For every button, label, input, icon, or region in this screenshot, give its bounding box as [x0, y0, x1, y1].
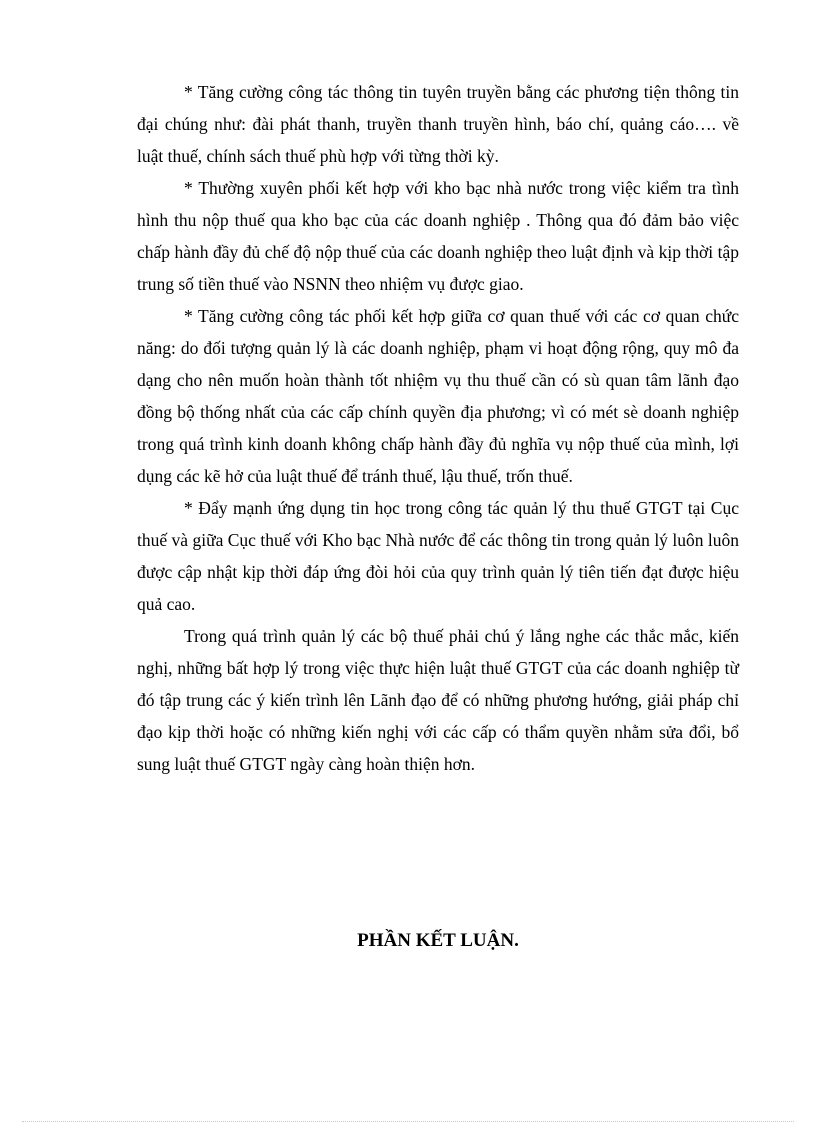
paragraph-agency-coordination: * Tăng cường công tác phối kết hợp giữa cơ quan thuế với các cơ quan chức năng: do đối tượng quản lý là các doanh nghiệp, phạm vi hoạt động rộng, quy mô đa dạng cho nên muốn hoàn thành tốt nhiệm vụ thu thuế cần có sù quan tâm lãnh đạo đồng bộ thống nhất của các cấp chính quyền địa phương; vì có mét sè doanh nghiệp trong quá trình kinh doanh không chấp hành đầy đủ nghĩa vụ nộp thuế của mình, lợi dụng các kẽ hở của luật thuế để tránh thuế, lậu thuế, trốn thuế.: [137, 306, 739, 486]
paragraph-feedback-handling: Trong quá trình quản lý các bộ thuế phải chú ý lắng nghe các thắc mắc, kiến nghị, những bất hợp lý trong việc thực hiện luật thuế GTGT của các doanh nghiệp từ đó tập trung các ý kiến trình lên Lãnh đạo để có những phương hướng, giải pháp chỉ đạo kịp thời hoặc có những kiến nghị với các cấp có thẩm quyền nhằm sửa đổi, bổ sung luật thuế GTGT ngày càng hoàn thiện hơn.: [137, 626, 739, 774]
document-body: [137, 76, 739, 780]
page-bottom-divider: [22, 1121, 794, 1122]
paragraph-information-propaganda: * Tăng cường công tác thông tin tuyên truyền bằng các phương tiện thông tin đại chúng như: đài phát thanh, truyền thanh truyền hình, báo chí, quảng cáo…. về luật thuế, chính sách thuế phù hợp với từng thời kỳ.: [137, 82, 739, 166]
paragraph-it-application: * Đẩy mạnh ứng dụng tin học trong công tác quản lý thu thuế GTGT tại Cục thuế và giữa Cục thuế với Kho bạc Nhà nước để các thông tin trong quản lý luôn luôn được cập nhật kịp thời đáp ứng đòi hỏi của quy trình quản lý tiên tiến đạt được hiệu quả cao.: [137, 498, 739, 614]
conclusion-heading: PHẦN KẾT LUẬN.: [357, 930, 519, 951]
paragraph-treasury-coordination: * Thường xuyên phối kết hợp với kho bạc nhà nước trong việc kiểm tra tình hình thu nộp thuế qua kho bạc của các doanh nghiệp . Thông qua đó đảm bảo việc chấp hành đầy đủ chế độ nộp thuế của các doanh nghiệp theo luật định và kịp thời tập trung số tiền thuế vào NSNN theo nhiệm vụ được giao.: [137, 178, 739, 294]
